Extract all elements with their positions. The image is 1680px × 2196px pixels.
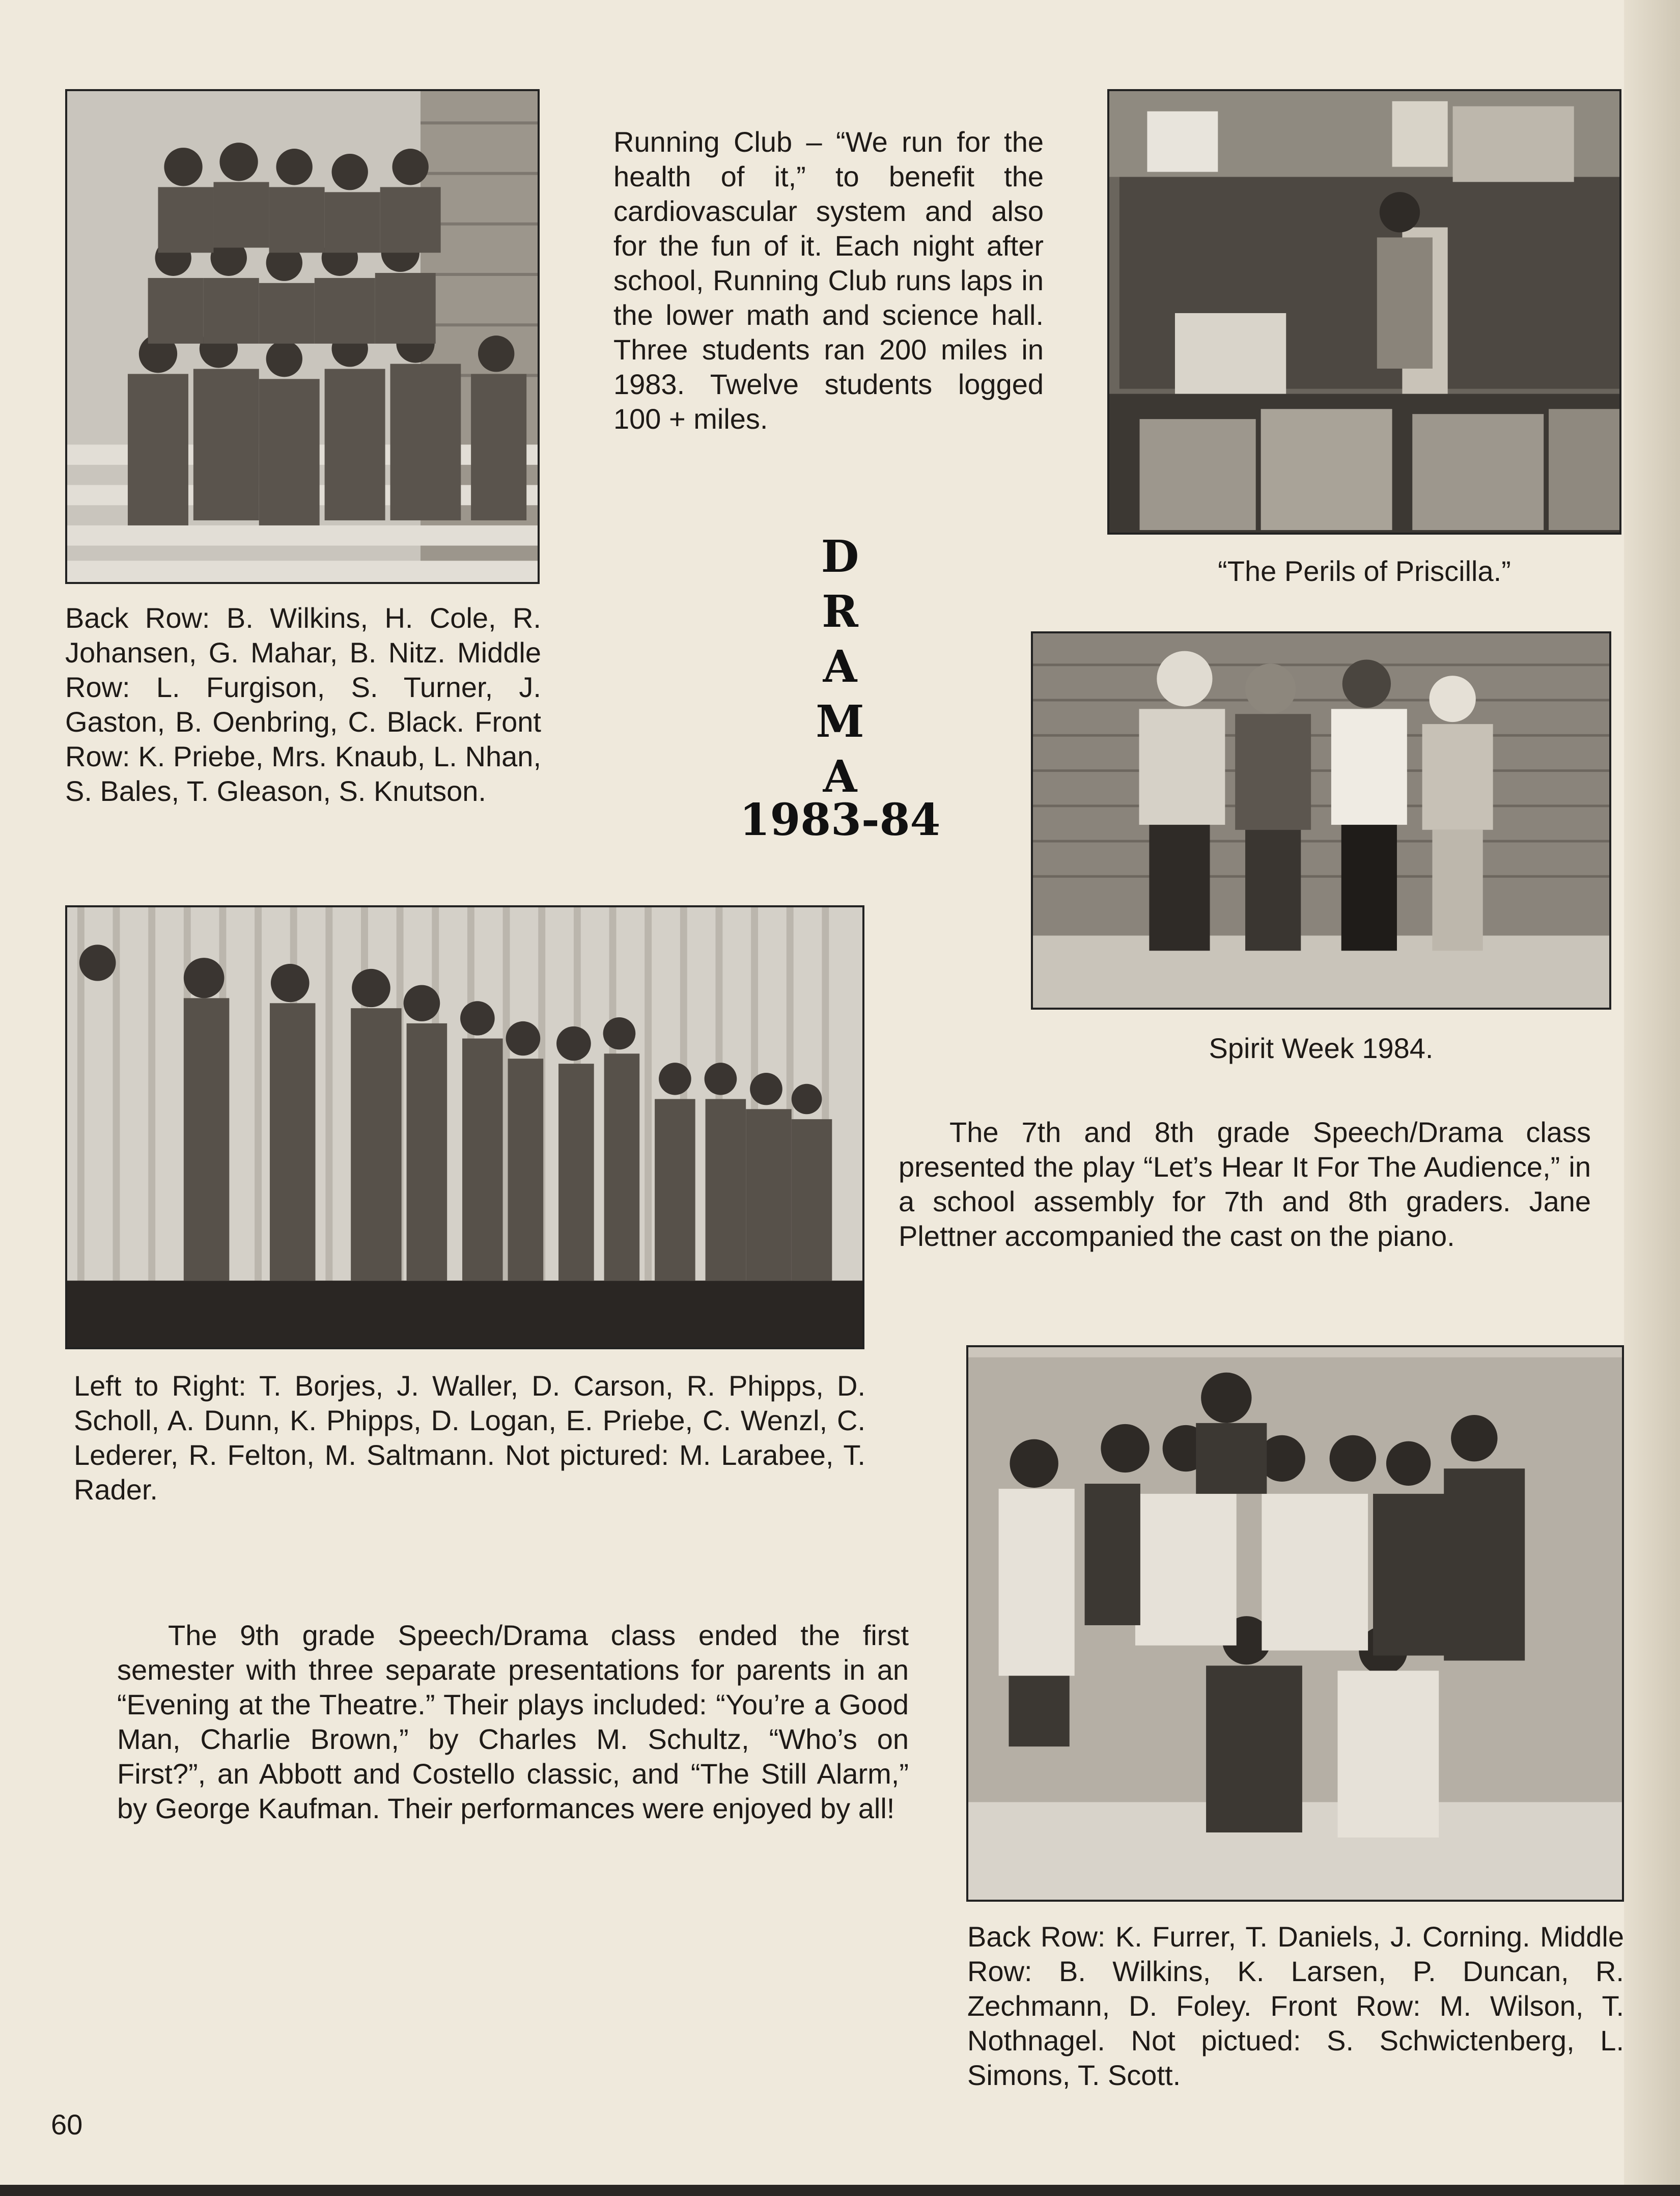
page-edge — [1624, 0, 1680, 2196]
perils-of-priscilla-photo — [1107, 89, 1621, 535]
running-club-caption: Back Row: B. Wilkins, H. Cole, R. Johansen, G. Mahar, B. Nitz. Middle Row: L. Furgison, S. Turner, J. Gaston, B. Oenbring, C. Black. Front Row: K. Priebe, Mrs. Knaub, L. Nhan, S. Bales, T. Gleason, S. Knutson. — [65, 602, 541, 807]
drama-year: 1983-84 — [739, 794, 941, 846]
drama-heading — [764, 530, 916, 804]
spirit-week-photo — [1031, 631, 1611, 1010]
stage-cast-caption: Left to Right: T. Borjes, J. Waller, D. Carson, R. Phipps, D. Scholl, A. Dunn, K. Phipps, D. Logan, E. Priebe, C. Wenzl, C. Lederer, R. Felton, M. Saltmann. Not pictured: M. Larabee, T. Rader. — [74, 1370, 865, 1506]
grade-7-8-paragraph: The 7th and 8th grade Speech/Drama class presented the play “Let’s Hear It For The Audience,” in a school assembly for 7th and 8th graders. Jane Plettner accompanied the cast on the piano. — [899, 1116, 1591, 1252]
page-number: 60 — [51, 2108, 83, 2141]
speech-drama-group-photo — [966, 1345, 1624, 1902]
stage-cast-photo — [65, 905, 864, 1349]
drama-letter: R — [822, 586, 858, 637]
drama-letter: A — [823, 751, 857, 802]
running-club-paragraph: Running Club – “We run for the health of it,” to benefit the cardiovascular system and also for the fun of it. Each night after school, Running Club runs laps in the lower math and science hall. Three students ran 200 miles in 1983. Twelve students logged 100 + miles. — [613, 126, 1044, 435]
group-caption: Back Row: K. Furrer, T. Daniels, J. Corning. Middle Row: B. Wilkins, K. Larsen, P. Duncan, R. Zechmann, D. Foley. Front Row: M. Wilson, T. Nothnagel. Not pictued: S. Schwictenberg, L. Simons, T. Scott. — [967, 1921, 1624, 2091]
drama-letter: A — [823, 641, 857, 692]
perils-caption: “The Perils of Priscilla.” — [1218, 555, 1511, 587]
spirit-week-caption: Spirit Week 1984. — [1209, 1032, 1434, 1064]
grade-9-paragraph: The 9th grade Speech/Drama class ended the first semester with three separate presentations for parents in an “Evening at the Theatre.” Their plays included: “You’re a Good Man, Charlie Brown,” by Charles M. Schultz, “Who’s on First?”, an Abbott and Costello classic, and “The Still Alarm,” by George Kaufman. Their performances were enjoyed by all! — [117, 1619, 909, 1824]
page-bottom-edge — [0, 2185, 1680, 2196]
drama-letter: D — [821, 531, 859, 582]
running-club-photo — [65, 89, 540, 584]
drama-letter: M — [816, 696, 864, 747]
